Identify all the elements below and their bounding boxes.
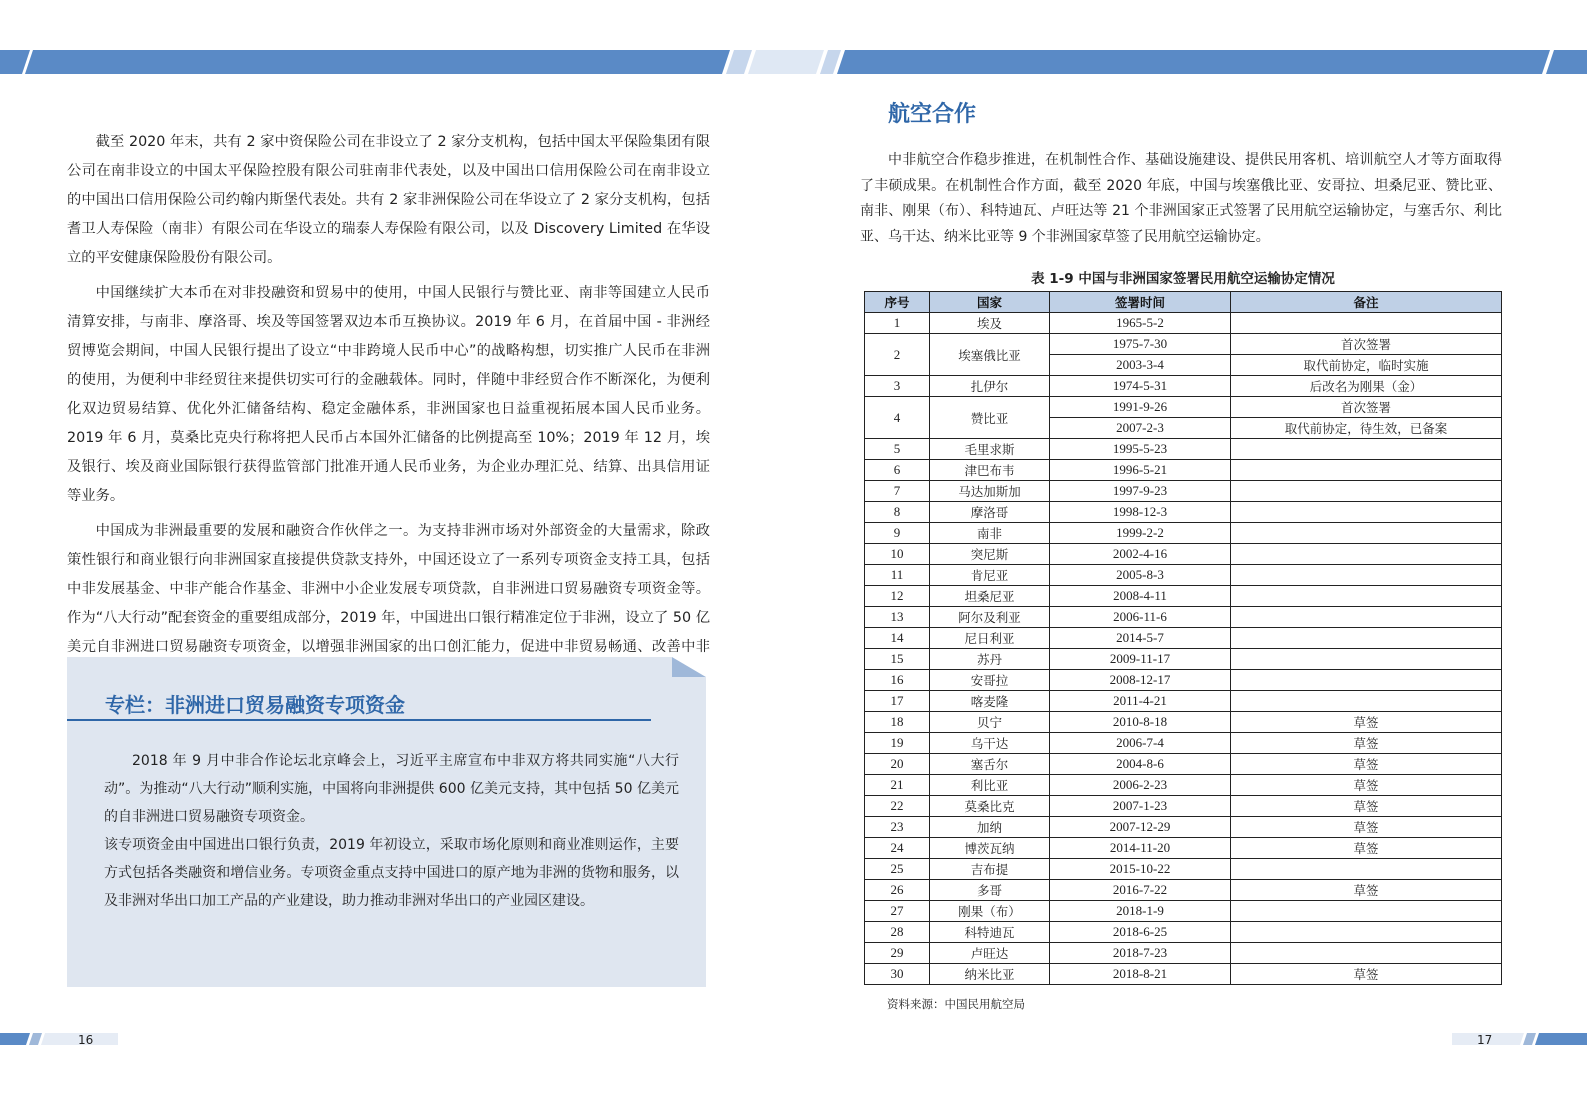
cell-note: 首次签署 xyxy=(1231,334,1502,355)
cell-no: 2 xyxy=(865,334,930,376)
cell-country: 加纳 xyxy=(930,817,1050,838)
cell-no: 23 xyxy=(865,817,930,838)
cell-date: 2015-10-22 xyxy=(1050,859,1231,880)
cell-note xyxy=(1231,502,1502,523)
table-row xyxy=(865,733,1502,754)
cell-date: 2007-2-3 xyxy=(1050,418,1231,439)
cell-no: 28 xyxy=(865,922,930,943)
cell-no: 17 xyxy=(865,691,930,712)
column-body xyxy=(104,747,679,915)
cell-date: 2004-8-6 xyxy=(1050,754,1231,775)
cell-country: 安哥拉 xyxy=(930,670,1050,691)
cell-date: 2005-8-3 xyxy=(1050,565,1231,586)
cell-note: 草签 xyxy=(1231,754,1502,775)
table-row xyxy=(865,313,1502,334)
cell-no: 10 xyxy=(865,544,930,565)
header-stripes-left xyxy=(0,50,780,74)
table-title: 表 1-9 中国与非洲国家签署民用航空运输协定情况 xyxy=(1031,271,1335,287)
cell-country: 摩洛哥 xyxy=(930,502,1050,523)
cell-note: 首次签署 xyxy=(1231,397,1502,418)
cell-country: 科特迪瓦 xyxy=(930,922,1050,943)
cell-note xyxy=(1231,943,1502,964)
cell-no: 19 xyxy=(865,733,930,754)
header-band-left xyxy=(0,50,780,74)
cell-note: 草签 xyxy=(1231,796,1502,817)
cell-no: 22 xyxy=(865,796,930,817)
cell-note: 草签 xyxy=(1231,775,1502,796)
header-band-right xyxy=(780,50,1587,74)
cell-note: 草签 xyxy=(1231,964,1502,985)
cell-note: 草签 xyxy=(1231,712,1502,733)
footer-stripes-right xyxy=(1452,1033,1587,1045)
cell-date: 2014-5-7 xyxy=(1050,628,1231,649)
cell-note: 后改名为刚果（金） xyxy=(1231,376,1502,397)
table-row xyxy=(865,922,1502,943)
footer-stripes-left xyxy=(0,1033,118,1045)
header-no: 序号 xyxy=(865,292,930,313)
cell-date: 1999-2-2 xyxy=(1050,523,1231,544)
table-row xyxy=(865,817,1502,838)
table-row xyxy=(865,523,1502,544)
table-row xyxy=(865,754,1502,775)
footer-band-right xyxy=(1452,1033,1587,1045)
cell-country: 阿尔及利亚 xyxy=(930,607,1050,628)
cell-note xyxy=(1231,523,1502,544)
table-row xyxy=(865,628,1502,649)
cell-note: 草签 xyxy=(1231,817,1502,838)
cell-note xyxy=(1231,901,1502,922)
table-source: 资料来源：中国民用航空局 xyxy=(887,997,1025,1011)
cell-country: 博茨瓦纳 xyxy=(930,838,1050,859)
table-row xyxy=(865,334,1502,355)
cell-country: 卢旺达 xyxy=(930,943,1050,964)
cell-country: 埃塞俄比亚 xyxy=(930,334,1050,376)
cell-note: 草签 xyxy=(1231,733,1502,754)
cell-country: 突尼斯 xyxy=(930,544,1050,565)
cell-country: 塞舌尔 xyxy=(930,754,1050,775)
cell-date: 1998-12-3 xyxy=(1050,502,1231,523)
table-row xyxy=(865,586,1502,607)
table-row xyxy=(865,775,1502,796)
cell-date: 2007-12-29 xyxy=(1050,817,1231,838)
cell-date: 1997-9-23 xyxy=(1050,481,1231,502)
cell-country: 多哥 xyxy=(930,880,1050,901)
cell-note xyxy=(1231,544,1502,565)
cell-note xyxy=(1231,565,1502,586)
cell-note xyxy=(1231,859,1502,880)
table-row xyxy=(865,439,1502,460)
table-header-row xyxy=(865,292,1502,313)
cell-date: 2008-12-17 xyxy=(1050,670,1231,691)
cell-date: 2003-3-4 xyxy=(1050,355,1231,376)
cell-date: 2006-2-23 xyxy=(1050,775,1231,796)
table-row xyxy=(865,670,1502,691)
cell-no: 26 xyxy=(865,880,930,901)
cell-country: 赞比亚 xyxy=(930,397,1050,439)
cell-no: 20 xyxy=(865,754,930,775)
cell-country: 乌干达 xyxy=(930,733,1050,754)
cell-country: 吉布提 xyxy=(930,859,1050,880)
cell-date: 2006-7-4 xyxy=(1050,733,1231,754)
cell-note: 取代前协定，待生效，已备案 xyxy=(1231,418,1502,439)
cell-date: 1991-9-26 xyxy=(1050,397,1231,418)
column-paragraph-2: 该专项资金由中国进出口银行负责，2019 年初设立，采取市场化原则和商业准则运作，主要方式包括各类融资和增信业务。专项资金重点支持中国进口的原产地为非洲的货物和服务，以及非洲对华出口加工产品的产业建设，助力推动非洲对华出口的产业园区建设。 xyxy=(104,837,679,909)
cell-no: 12 xyxy=(865,586,930,607)
header-date: 签署时间 xyxy=(1050,292,1231,313)
cell-note xyxy=(1231,691,1502,712)
cell-date: 2014-11-20 xyxy=(1050,838,1231,859)
cell-note xyxy=(1231,649,1502,670)
cell-no: 9 xyxy=(865,523,930,544)
table-row xyxy=(865,397,1502,418)
cell-date: 2018-8-21 xyxy=(1050,964,1231,985)
cell-country: 毛里求斯 xyxy=(930,439,1050,460)
cell-date: 2009-11-17 xyxy=(1050,649,1231,670)
table-row xyxy=(865,544,1502,565)
cell-note xyxy=(1231,922,1502,943)
aviation-paragraph: 中非航空合作稳步推进，在机制性合作、基础设施建设、提供民用客机、培训航空人才等方面取得了丰硕成果。在机制性合作方面，截至 2020 年底，中国与埃塞俄比亚、安哥拉、坦桑尼亚、赞比亚、南非、刚果（布）、科特迪瓦、卢旺达等 21 个非洲国家正式签署了民用航空运输协定，与塞舌尔、利比亚、乌干达、纳米比亚等 9 个非洲国家草签了民用航空运输协定。 xyxy=(860,152,1502,245)
column-title-rule xyxy=(67,719,651,721)
paragraph-financing: 中国成为非洲最重要的发展和融资合作伙伴之一。为支持非洲市场对外部资金的大量需求，除政策性银行和商业银行向非洲国家直接提供贷款支持外，中国还设立了一系列专项资金支持工具，包括中非发展基金、中非产能合作基金、非洲中小企业发展专项贷款，自非洲进口贸易融资专项资金等。作为“八大行动”配套资金的重要组成部分，2019 年，中国进出口银行精准定位于非洲，设立了 50 亿美元自非洲进口贸易融资专项资金，以增强非洲国家的出口创汇能力，促进中非贸易畅通、改善中非 xyxy=(67,523,710,655)
header-country: 国家 xyxy=(930,292,1050,313)
cell-date: 1965-5-2 xyxy=(1050,313,1231,334)
cell-no: 4 xyxy=(865,397,930,439)
cell-note xyxy=(1231,439,1502,460)
cell-note xyxy=(1231,628,1502,649)
table-row xyxy=(865,502,1502,523)
table-row xyxy=(865,859,1502,880)
cell-date: 2018-1-9 xyxy=(1050,901,1231,922)
column-corner-fold xyxy=(672,657,706,677)
table-row xyxy=(865,376,1502,397)
table-row xyxy=(865,607,1502,628)
cell-note xyxy=(1231,607,1502,628)
cell-no: 30 xyxy=(865,964,930,985)
header-note: 备注 xyxy=(1231,292,1502,313)
table-row xyxy=(865,691,1502,712)
header-stripes-right xyxy=(780,50,1587,74)
table-row xyxy=(865,649,1502,670)
cell-no: 7 xyxy=(865,481,930,502)
cell-date: 2010-8-18 xyxy=(1050,712,1231,733)
cell-note xyxy=(1231,586,1502,607)
cell-country: 苏丹 xyxy=(930,649,1050,670)
cell-country: 马达加斯加 xyxy=(930,481,1050,502)
table-row xyxy=(865,565,1502,586)
cell-no: 6 xyxy=(865,460,930,481)
cell-date: 2002-4-16 xyxy=(1050,544,1231,565)
cell-no: 25 xyxy=(865,859,930,880)
table-row xyxy=(865,481,1502,502)
cell-date: 1995-5-23 xyxy=(1050,439,1231,460)
cell-no: 11 xyxy=(865,565,930,586)
paragraph-rmb: 中国继续扩大本币在对非投融资和贸易中的使用，中国人民银行与赞比亚、南非等国建立人民币清算安排，与南非、摩洛哥、埃及等国签署双边本币互换协议。2019 年 6 月，在首届中国 - 非洲经贸博览会期间，中国人民银行提出了设立“中非跨境人民币中心”的战略构想，切实推广人民币在非洲的使用，为便利中非经贸往来提供切实可行的金融载体。同时，伴随中非经贸合作不断深化，为便利化双边贸易结算、优化外汇储备结构、稳定金融体系，非洲国家也日益重视拓展本国人民币业务。2019 年 6 月，莫桑比克央行称将把人民币占本国外汇储备的比例提高至 10%；2019 年 12 月，埃及银行、埃及商业国际银行获得监管部门批准开通人民币业务，为企业办理汇兑、结算、出具信用证等业务。 xyxy=(67,285,710,504)
left-body-text xyxy=(67,128,710,697)
cell-no: 29 xyxy=(865,943,930,964)
table-row xyxy=(865,964,1502,985)
cell-no: 16 xyxy=(865,670,930,691)
cell-note: 草签 xyxy=(1231,880,1502,901)
cell-note xyxy=(1231,460,1502,481)
cell-date: 2018-7-23 xyxy=(1050,943,1231,964)
cell-country: 尼日利亚 xyxy=(930,628,1050,649)
cell-date: 2018-6-25 xyxy=(1050,922,1231,943)
table-row xyxy=(865,943,1502,964)
cell-date: 2006-11-6 xyxy=(1050,607,1231,628)
cell-no: 5 xyxy=(865,439,930,460)
cell-country: 刚果（布） xyxy=(930,901,1050,922)
cell-country: 利比亚 xyxy=(930,775,1050,796)
table-row xyxy=(865,901,1502,922)
table-row xyxy=(865,712,1502,733)
cell-note: 取代前协定，临时实施 xyxy=(1231,355,1502,376)
column-title: 专栏：非洲进口贸易融资专项资金 xyxy=(105,693,405,717)
cell-country: 喀麦隆 xyxy=(930,691,1050,712)
cell-no: 27 xyxy=(865,901,930,922)
cell-country: 肯尼亚 xyxy=(930,565,1050,586)
cell-country: 坦桑尼亚 xyxy=(930,586,1050,607)
cell-note xyxy=(1231,670,1502,691)
table-row xyxy=(865,880,1502,901)
cell-note: 草签 xyxy=(1231,838,1502,859)
cell-country: 莫桑比克 xyxy=(930,796,1050,817)
cell-country: 贝宁 xyxy=(930,712,1050,733)
page-number-right: 17 xyxy=(1477,1033,1493,1047)
cell-no: 15 xyxy=(865,649,930,670)
cell-date: 2008-4-11 xyxy=(1050,586,1231,607)
cell-country: 南非 xyxy=(930,523,1050,544)
column-box xyxy=(67,657,706,987)
cell-note xyxy=(1231,481,1502,502)
cell-no: 3 xyxy=(865,376,930,397)
cell-country: 津巴布韦 xyxy=(930,460,1050,481)
table-row xyxy=(865,838,1502,859)
cell-country: 扎伊尔 xyxy=(930,376,1050,397)
section-title: 航空合作 xyxy=(888,102,977,127)
cell-no: 18 xyxy=(865,712,930,733)
page-number-left: 16 xyxy=(78,1033,94,1047)
cell-note xyxy=(1231,313,1502,334)
aviation-agreements-table xyxy=(864,291,1502,985)
cell-no: 13 xyxy=(865,607,930,628)
cell-no: 24 xyxy=(865,838,930,859)
column-paragraph-1: 2018 年 9 月中非合作论坛北京峰会上，习近平主席宣布中非双方将共同实施“八大行动”。为推动“八大行动”顺利实施，中国将向非洲提供 600 亿美元支持，其中包括 50 亿美元的自非洲进口贸易融资专项资金。 xyxy=(104,753,679,825)
cell-country: 纳米比亚 xyxy=(930,964,1050,985)
footer-band-left xyxy=(0,1033,118,1045)
paragraph-insurance: 截至 2020 年末，共有 2 家中资保险公司在非设立了 2 家分支机构，包括中国太平保险集团有限公司在南非设立的中国太平保险控股有限公司驻南非代表处，以及中国出口信用保险公司在南非设立的中国出口信用保险公司约翰内斯堡代表处。共有 2 家非洲保险公司在华设立了 2 家分支机构，包括耆卫人寿保险（南非）有限公司在华设立的瑞泰人寿保险有限公司，以及 Discovery Limited 在华设立的平安健康保险股份有限公司。 xyxy=(67,134,710,266)
cell-date: 1975-7-30 xyxy=(1050,334,1231,355)
cell-no: 14 xyxy=(865,628,930,649)
table-row xyxy=(865,796,1502,817)
cell-date: 2007-1-23 xyxy=(1050,796,1231,817)
cell-date: 2016-7-22 xyxy=(1050,880,1231,901)
cell-date: 1974-5-31 xyxy=(1050,376,1231,397)
cell-date: 1996-5-21 xyxy=(1050,460,1231,481)
table-row xyxy=(865,460,1502,481)
cell-date: 2011-4-21 xyxy=(1050,691,1231,712)
cell-no: 8 xyxy=(865,502,930,523)
cell-no: 1 xyxy=(865,313,930,334)
cell-country: 埃及 xyxy=(930,313,1050,334)
cell-no: 21 xyxy=(865,775,930,796)
